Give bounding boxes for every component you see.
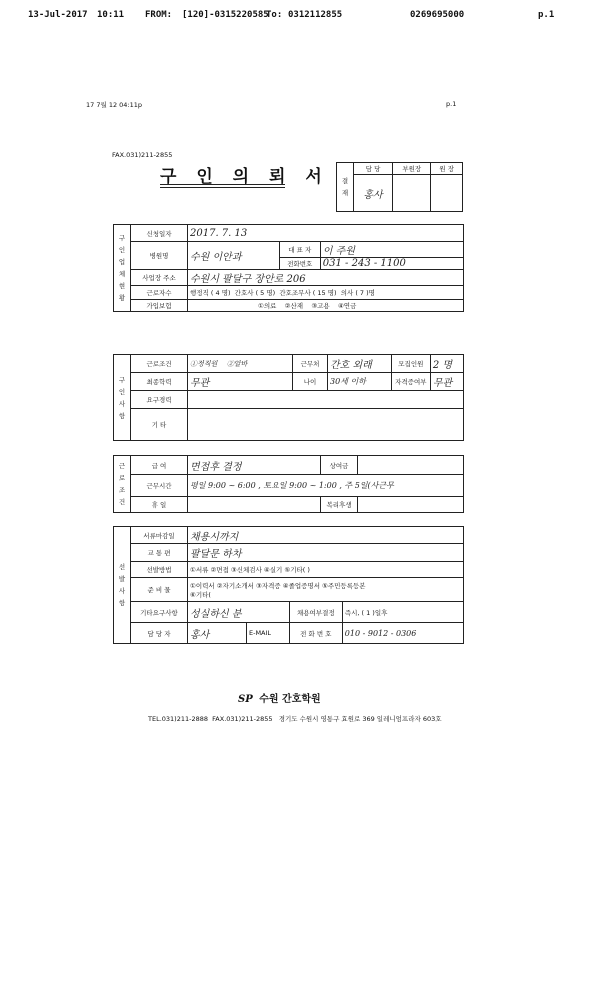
fax-time: 10:11 [97,10,125,20]
fax-to-label: To: [266,10,283,20]
company-side-label: 구인업체현황 [114,225,131,312]
education-label: 최종학력 [131,373,188,391]
footer-fax: FAX.031)211-2855 [212,715,273,723]
bonus-label: 상여금 [321,456,358,475]
inner-page: p.1 [446,100,457,108]
fax-from: [120]-0315220585 [182,10,269,20]
staff-counts [188,286,464,300]
transport-label: 교 통 편 [131,544,188,561]
staff-aide: 간호조무사 ( 15 명) [279,289,337,297]
holiday-value [188,497,321,513]
career-value [188,391,464,409]
other-req-value: 성실하신 분 [188,602,290,623]
docs-line-1: ①이력서 ②자기소개서 ③자격증 ④졸업증명서 ⑤주민등록등본 [190,581,366,590]
hospital-name-label: 병원명 [131,242,188,270]
fax-page: p.1 [538,10,555,20]
condition-label: 근로조건 [131,355,188,373]
company-section [113,224,464,312]
req-etc-label: 기 타 [131,409,188,441]
inner-stamp: 17 7월 12 04:11p [86,101,143,109]
fax-date: 13-Jul-2017 [28,10,88,20]
deadline-value: 채용시까지 [188,527,464,544]
staff-admin: 행정직 ( 4 명) [190,289,231,297]
hours-label: 근무시간 [131,475,188,497]
insurance-pension: ④연금 [337,302,357,310]
approval-side-label: 결 재 [337,163,354,212]
method-options: ①서류 ②면접 ③신체검사 ④실기 ⑤기타( ) [188,561,464,577]
hours-value: 평일 9:00 ~ 6:00 , 토요일 9:00 ~ 1:00 , 주 5일(사근무 [188,475,464,497]
docs-label: 준 비 물 [131,578,188,602]
hospital-name: 수원 이안과 [188,242,280,270]
footer-tel: TEL.031)211-2888 [148,715,209,723]
insurance-industrial: ②산재 [284,302,304,310]
apply-date: 2017. 7. 13 [188,225,464,242]
footer-address: 경기도 수원시 영통구 효원로 369 일레니엄프라자 603호 [278,715,442,723]
academy-logo [238,690,321,705]
salary-value: 면접후 결정 [188,456,321,475]
logo-mark-icon: SP [238,694,253,705]
title-underline [160,184,285,188]
hire-decision-label: 채용여부결정 [289,602,342,623]
docs-line-2: ⑥기타( [190,590,211,599]
tel-label: 전 화 번 호 [289,623,342,644]
email-label: E-MAIL [249,629,272,638]
career-label: 요구경력 [131,391,188,409]
hire-decision-value: 즉시, ( 1 )일후 [342,602,463,623]
requirements-section [113,354,464,441]
apply-date-label: 신청일자 [131,225,188,242]
docs-options [188,578,464,602]
insurance-label: 가입보험 [131,300,188,312]
deadline-label: 서류마감일 [131,527,188,544]
work-side-label: 근로조건 [114,456,131,513]
method-label: 선발방법 [131,561,188,577]
license-value: 무관 [430,373,463,391]
selection-side-label: 선발사항 [114,527,131,644]
fax-number: FAX.031)211-2855 [112,151,173,159]
condition-fulltime: ①정직원 [190,360,218,369]
selection-section [113,526,464,644]
approval-empty-1 [393,175,431,212]
req-etc-value [188,409,464,441]
transport-value: 팔달문 하차 [188,544,464,561]
positions-label: 모집인원 [391,355,430,373]
phone-label: 전화번호 [279,258,320,270]
salary-label: 급 여 [131,456,188,475]
work-section [113,455,464,513]
welfare-label: 복리후생 [321,497,358,513]
manager-value: 홍사 [188,623,247,644]
holiday-label: 휴 일 [131,497,188,513]
insurance-employment: ③고용 [311,302,330,310]
email-cell [247,623,290,644]
workplace-value: 간호 외래 [328,355,392,373]
education-value: 무관 [188,373,293,391]
approval-box [336,162,463,212]
approval-empty-2 [431,175,463,212]
fax-from-label: FROM: [145,10,173,20]
condition-parttime: ②알바 [226,360,248,369]
page-title: 구 인 의 뢰 서 [160,167,329,187]
fax-to: 0312112855 [288,10,343,20]
approval-header-1: 담 당 [354,163,393,175]
address-label: 사업장 주소 [131,270,188,286]
bonus-value [358,456,464,475]
workplace-label: 근무처 [293,355,328,373]
insurance-medical: ①의료 [258,302,277,310]
age-value: 30세 이하 [328,373,392,391]
staff-label: 근로자수 [131,286,188,300]
positions-value: 2 명 [430,355,463,373]
staff-doctor: 의사 ( 7 )명 [340,289,375,297]
approval-header-3: 원 장 [431,163,463,175]
other-req-label: 기타요구사항 [131,602,188,623]
footer-contact [148,714,442,723]
insurance-options [188,300,464,312]
age-label: 나이 [293,373,328,391]
rep-name: 이 주원 [320,242,463,258]
phone-value: 031 - 243 - 1100 [320,258,463,270]
approval-header-2: 부원장 [393,163,431,175]
academy-name: 수원 간호학원 [259,694,321,705]
welfare-value [358,497,464,513]
rep-label: 대 표 자 [279,242,320,258]
approval-sign: 홍사 [354,175,393,212]
requirements-side-label: 구인사항 [114,355,131,441]
fax-id: 0269695000 [410,10,465,20]
staff-nurse: 간호사 ( 5 명) [234,289,276,297]
license-label: 자격증여부 [391,373,430,391]
condition-options [188,355,293,373]
address-value: 수원시 팔달구 장안로 206 [188,270,464,286]
manager-label: 담 당 자 [131,623,188,644]
tel-value: 010 - 9012 - 0306 [342,623,463,644]
